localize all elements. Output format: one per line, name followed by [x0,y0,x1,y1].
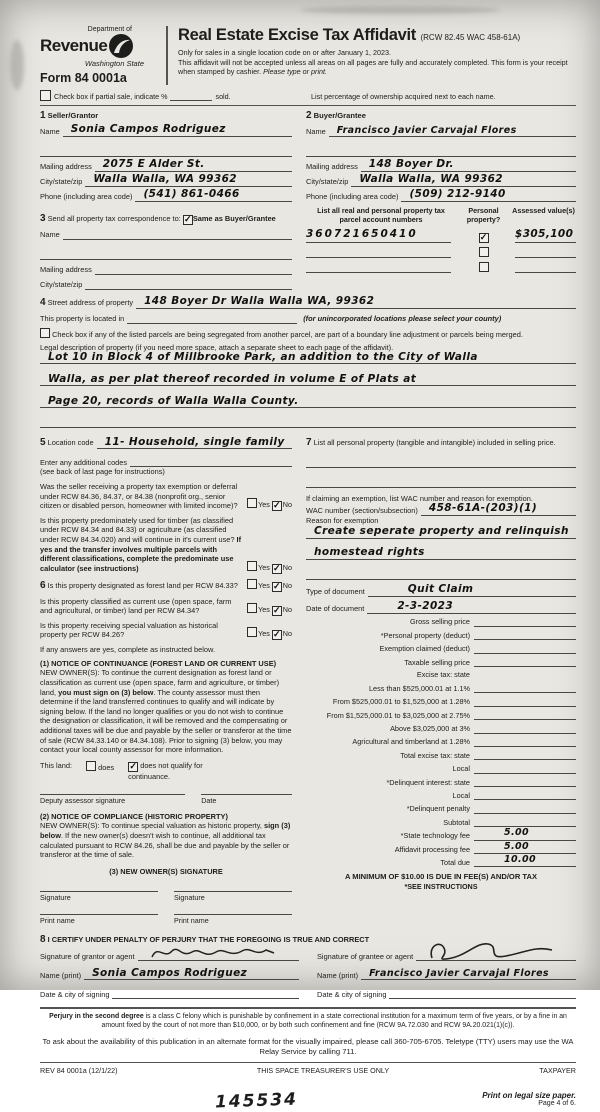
new-owner-signature-field[interactable] [40,891,158,902]
corr-name-label: Name [40,230,60,240]
no-label: No [282,629,292,638]
same-as-buyer-label: Same as Buyer/Grantee [192,214,276,223]
parcel-number-field[interactable] [306,247,451,258]
new-owners-signature-title: (3) NEW OWNER(S) SIGNATURE [109,866,223,876]
seller-mailing-value: 2075 E Alder St. [102,158,205,171]
money-field[interactable] [474,804,576,814]
page-number: Page 4 of 6. [538,1099,576,1107]
county-select-note: (for unincorporated locations please select your county) [303,314,502,324]
historical-yes-checkbox[interactable] [247,627,257,637]
money-value: 5.00 [504,840,530,852]
street-address-value: 148 Boyer Dr Walla Walla WA, 99362 [144,295,375,308]
forest-no-checkbox[interactable]: ✓ [273,580,281,591]
legal-description-line[interactable] [40,394,576,408]
notice-compliance-title: (2) NOTICE OF COMPLIANCE (HISTORIC PROPERTY) [40,811,228,821]
money-label: Local [452,764,470,774]
assessed-value-value: $305,100 [515,228,574,240]
money-label: Subtotal [443,817,470,827]
historical-question: Is this property receiving special valuation as historical property per RCW 84.26? [40,620,218,640]
money-label: Above $3,025,000 at 3% [390,724,470,734]
personal-property-line[interactable] [306,477,576,488]
type-of-document-label: Type of document [306,586,365,596]
new-owner-printname-field[interactable] [40,914,158,925]
partial-sale-percent-field[interactable] [170,90,212,101]
yes-label: Yes [258,580,270,590]
assessed-value-field[interactable] [515,228,576,243]
money-field[interactable] [474,790,576,800]
additional-codes-field[interactable] [130,456,292,467]
grantor-signature-field[interactable] [138,950,300,961]
located-in-label: This property is located in [40,314,125,324]
seller-mailing-field[interactable] [95,158,292,172]
corr-name-field[interactable] [63,229,292,240]
partial-sale-sold-label: sold. [215,92,231,101]
money-field[interactable] [474,630,576,640]
money-label: From $525,000.01 to $1,525,000 at 1.28% [332,697,470,707]
personal-property-line[interactable] [306,457,576,468]
title-block [166,26,576,85]
seller-city-field[interactable] [85,173,292,187]
wac-number-field[interactable] [421,502,576,516]
money-label: *State technology fee [400,831,470,841]
legal-description-line[interactable] [40,372,576,386]
scan-artifact [300,6,500,14]
money-spacer [474,671,576,680]
type-of-document-value: Quit Claim [407,582,474,595]
personal-property-col-header: Personal property? [466,206,501,224]
deputy-assessor-signature-field[interactable] [40,794,185,805]
corr-name2-field[interactable] [40,249,292,260]
street-address-field[interactable] [136,295,576,309]
type-of-document-field[interactable] [368,582,576,597]
seller-phone-field[interactable] [135,188,292,202]
buyer-name-label: Name [306,127,326,137]
does-not-checkbox[interactable]: ✓ [129,760,137,771]
no-label: No [282,604,292,614]
corr-mailing-field[interactable] [95,264,292,275]
money-field[interactable] [474,644,576,654]
logo-block [40,26,166,85]
money-label: *Delinquent penalty [406,804,470,814]
reason-value: Create seperate property and relinquish [314,524,569,537]
grantor-printname-value: Sonia Campos Rodriguez [92,966,248,979]
if-any-yes-note: If any answers are yes, complete as instructed below. [40,645,215,654]
q1-yes-checkbox[interactable] [247,498,257,508]
money-field[interactable] [474,737,576,747]
date-of-document-label: Date of document [306,603,365,613]
money-field[interactable] [474,777,576,787]
currentuse-yes-checkbox[interactable] [247,603,257,613]
ownership-note: List percentage of ownership acquired next to each name. [311,92,496,101]
legal-line-value: Lot 10 in Block 4 of Millbrooke Park, an addition to the City of Walla [48,350,478,363]
deputy-date-label: Date [201,795,217,805]
header-note-2: This affidavit will not be accepted unless all areas on all pages are fully and accurately completed. This form is your receipt when stamped by cashier. Please type or print. [178,57,568,76]
money-field[interactable] [474,697,576,707]
grantee-printname-label: Name (print) [317,970,359,980]
q2-no-checkbox[interactable]: ✓ [273,562,281,573]
reason-line[interactable] [306,524,576,539]
no-label: No [282,562,292,572]
see-instructions-note: *SEE INSTRUCTIONS [404,882,478,892]
assessed-value-col-header: Assessed value(s) [512,206,575,215]
grantee-signature-label: Signature of grantee or agent [317,951,414,961]
section4-heading: 4 Street address of property [40,297,134,308]
form-header [40,26,576,85]
money-label: From $1,525,000.01 to $3,025,000 at 2.75% [326,710,470,720]
seller-city-label: City/state/zip [40,177,83,187]
grantee-printname-field[interactable] [361,969,576,980]
money-field[interactable] [474,683,576,693]
money-label: Exemption claimed (deduct) [379,644,470,654]
timber-agriculture-question: Is this property predominately used for timber (as classified under RCW 84.34 and 84.33) or agriculture (as classified under RCW 84.34.020) and will continue in it's current use? If yes and the transfer involves multiple parcels with different classifications, complete the predominate use calculator (see instructions) [40,515,242,573]
revenue-wordmark: Revenue [40,36,108,55]
print-name-label: Print name [40,915,75,925]
parcel-number-value: 360721650410 [306,228,418,240]
money-label: *Personal property (deduct) [380,630,470,640]
scan-artifact [10,40,24,90]
grantor-datecity-label: Date & city of signing [40,989,110,999]
additional-codes-label: Enter any additional codes [40,457,128,467]
forest-yes-checkbox[interactable] [247,579,257,589]
money-field[interactable] [474,840,576,854]
legal-line-value: Walla, as per plat thereof recorded in volume E of Plats at [48,372,417,385]
same-as-buyer-checkbox[interactable]: ✓ [184,214,192,224]
assessed-value-field[interactable] [515,247,576,258]
divider [40,1062,576,1063]
treasurer-stamp-number: 145534 [214,1089,299,1112]
notice-continuance-text: NEW OWNER(S): To continue the current designation as forest land or classification as current use (open space, farm and agriculture, or timber) land, you must sign on (3) below. The county assessor must then determine if the land transferred continues to qualify and will indicate by signing below. If the land no longer qualifies or you do not wish to continue the designation or classification, it will be removed and the compensating or additional taxes will be due and payable by the seller or transferor at the time of sale (RCW 84.33.140 or 84.34.108). Prior to signing (3) below, you may contact your local county assessor for more information. [40,668,292,755]
money-field[interactable] [474,827,576,841]
money-label: Excise tax: state [416,670,470,680]
partial-sale-label: Check box if partial sale, indicate % [54,92,168,101]
buyer-city-field[interactable] [351,173,576,187]
buyer-mailing-label: Mailing address [306,162,358,172]
legal-description-line[interactable] [40,350,576,364]
buyer-mailing-field[interactable] [361,158,576,172]
money-field[interactable] [474,750,576,760]
grantor-signature-label: Signature of grantor or agent [40,951,135,961]
grantee-signature-ink [426,938,556,964]
wac-number-label: WAC number (section/subsection) [306,506,418,516]
parcel-number-field[interactable] [306,262,451,273]
money-field[interactable] [474,617,576,627]
exemption-deferral-question: Was the seller receiving a property tax exemption or deferral under RCW 84.36, 84.37, or 84.38 (nonprofit org., senior citizen or disabled person, homeowner with limited income)? [40,481,238,511]
q1-no-checkbox[interactable]: ✓ [273,499,281,510]
reason-line[interactable] [306,569,576,580]
no-label: No [282,499,292,509]
dor-logo-icon [108,33,134,59]
currentuse-no-checkbox[interactable]: ✓ [273,604,281,615]
section7-heading: 7 List all personal property (tangible and intangible) included in selling price. [306,437,556,449]
date-of-document-field[interactable] [367,599,576,614]
money-label: Taxable selling price [404,657,470,667]
yes-label: Yes [258,629,270,638]
parcel-table [306,206,576,273]
section1-heading: 1 Seller/Grantor [40,110,99,121]
perjury-note: Perjury in the second degree is a class C felony which is punishable by confinement in a state correctional institution for a maximum term of five years, or by a fine in an amount fixed by the court of not more than $10,000, or by both such confinement and fine (RCW 9A.72.030 and RCW 9A.20.021(1)(c)). [49,1013,567,1030]
print-name-label: Print name [174,915,209,925]
money-label: Total excise tax: state [400,750,470,760]
notice-compliance-text: NEW OWNER(S): To continue special valuation as historic property, sign (3) below. If the new owner(s) doesn't wish to continue, all additional tax calculated pursuant to RCW 84.26, shall be due and payable by the seller or transferor at the time of sale. [40,821,291,860]
date-of-document-value: 2-3-2023 [397,599,454,612]
no-label: No [282,580,292,590]
section5-heading: 5 Location code [40,437,94,449]
money-label: Gross selling price [409,617,470,627]
buyer-name-value: Francisco Javier Carvajal Flores [336,124,517,136]
money-label: Agricultural and timberland at 1.28% [352,737,470,747]
reason-line[interactable] [306,545,576,560]
seller-phone-label: Phone (including area code) [40,192,133,202]
assessed-value-field[interactable] [515,262,576,273]
does-label: does [98,762,115,772]
money-field[interactable] [474,817,576,827]
section3-heading: 3 Send all property tax correspondence to: ✓Same as Buyer/Grantee [40,213,276,224]
historical-no-checkbox[interactable]: ✓ [273,629,281,639]
rev-number: REV 84 0001a (12/1/22) [40,1065,118,1075]
does-not-label: does not qualify for continuance. [128,760,203,781]
signature-label: Signature [174,892,205,902]
legal-description-label: Legal description of property (if you need more space, attach a separate sheet to each page of the affidavit). [40,342,394,352]
money-label: Local [452,790,470,800]
seller-city-value: Walla Walla, WA 99362 [93,173,238,186]
exemption-note: If claiming an exemption, list WAC number and reason for exemption. [306,494,533,504]
money-label: Less than $525,000.01 at 1.1% [368,683,470,693]
personal-property-checkbox[interactable] [479,247,489,257]
section2-heading: 2 Buyer/Grantee [306,110,366,121]
buyer-city-label: City/state/zip [306,177,349,187]
buyer-phone-value: (509) 212-9140 [409,188,506,201]
segregated-note: Check box if any of the listed parcels are being segregated from another parcel, are part of a boundary line adjustment or parcels being merged. [52,330,523,339]
section8-heading: 8 I CERTIFY UNDER PENALTY OF PERJURY THAT THE FOREGOING IS TRUE AND CORRECT [40,934,370,946]
grantee-printname-value: Francisco Javier Carvajal Flores [369,967,549,979]
divider [40,105,576,106]
form-title-rcw: (RCW 82.45 WAC 458-61A) [420,33,521,42]
money-label: Affidavit processing fee [394,844,470,854]
seller-name2-field[interactable] [40,146,292,157]
deputy-assessor-label: Deputy assessor signature [40,795,126,805]
buyer-phone-label: Phone (including area code) [306,192,399,202]
parcel-row [306,228,576,243]
legal-description-line[interactable] [40,417,576,428]
wac-number-value: 458-61A-(203)(1) [428,502,538,515]
partial-sale-checkbox[interactable] [40,90,51,101]
yes-label: Yes [258,562,270,572]
does-checkbox[interactable] [86,761,96,771]
buyer-phone-field[interactable] [401,188,576,202]
money-field[interactable] [474,657,576,667]
grantor-printname-label: Name (print) [40,970,82,980]
seller-name-value: Sonia Campos Rodriguez [70,123,226,136]
parcel-row [306,262,576,273]
grantee-signature-field[interactable] [416,950,576,961]
yes-label: Yes [258,499,270,509]
money-value: 5.00 [504,827,530,839]
form-number: Form 84 0001a [40,71,127,85]
money-label: Total due [440,857,470,867]
notice-continuance-title: (1) NOTICE OF CONTINUANCE (FOREST LAND OR CURRENT USE) [40,658,277,668]
new-owner-printname-field[interactable] [174,914,292,925]
treasurer-use-label: THIS SPACE TREASURER'S USE ONLY [256,1065,390,1075]
see-back-note: (see back of last page for instructions) [40,467,165,477]
corr-city-label: City/state/zip [40,280,83,290]
located-in-field[interactable] [127,313,297,324]
buyer-mailing-value: 148 Boyer Dr. [368,158,454,171]
grantor-signature-ink [148,942,278,962]
print-legal-note: Print on legal size paper. [482,1090,576,1100]
grantee-datecity-field[interactable] [389,988,576,999]
header-note-1: Only for sales in a single location code on or after January 1, 2023. [178,48,391,57]
yes-label: Yes [258,604,270,614]
money-field[interactable] [474,724,576,734]
location-code-value: 11- Household, single family [104,435,285,448]
alt-format-note: To ask about the availability of this publication in an alternate format for the visually impaired, please call 360-705-6705. Teletype (TTY) users may use the WA Relay Service by calling 711. [42,1037,574,1057]
money-field[interactable] [474,854,576,867]
buyer-name-field[interactable] [329,126,576,137]
form-title: Real Estate Excise Tax Affidavit [178,26,417,44]
this-land-label: This land: [40,760,73,770]
seller-phone-value: (541) 861-0466 [143,188,240,201]
washington-state-label: Washington State [84,59,144,68]
parcel-col-header: List all real and personal property tax parcel account numbers [317,206,445,224]
personal-property-checkbox[interactable] [479,262,489,272]
parcel-number-field[interactable] [306,228,451,243]
signature-label: Signature [40,892,71,902]
buyer-city-value: Walla Walla, WA 99362 [359,173,504,186]
forest-land-question: 6 Is this property designated as forest land per RCW 84.33? [40,579,238,591]
corr-city-field[interactable] [85,279,292,290]
q2-yes-checkbox[interactable] [247,561,257,571]
reason-exemption-label: Reason for exemption [306,515,379,525]
divider [40,1007,576,1009]
dept-of-label: Department of [87,26,132,33]
money-field[interactable] [474,764,576,774]
seller-name-label: Name [40,127,60,137]
grantee-datecity-label: Date & city of signing [317,989,387,999]
new-owner-signature-field[interactable] [174,891,292,902]
taxpayer-label: TAXPAYER [539,1065,576,1075]
grantor-printname-field[interactable] [84,966,299,980]
current-use-question: Is this property classified as current use (open space, farm and agricultural, or timber) land per RCW 84.34? [40,596,232,616]
personal-property-checkbox[interactable]: ✓ [479,231,488,242]
seller-mailing-label: Mailing address [40,162,92,172]
segregated-checkbox[interactable] [40,328,50,338]
money-field[interactable] [474,710,576,720]
deputy-date-field[interactable] [201,794,292,805]
location-code-field[interactable] [97,435,292,449]
seller-name-field[interactable] [63,123,292,137]
parcel-row [306,247,576,258]
buyer-name2-field[interactable] [306,146,576,157]
minimum-due-note: A MINIMUM OF $10.00 IS DUE IN FEE(S) AND/OR TAX [344,872,538,882]
type-or-print-note: Please type or print. [263,67,328,76]
grantor-datecity-field[interactable] [112,988,299,999]
corr-mailing-label: Mailing address [40,265,92,275]
reason-value: homestead rights [314,545,425,558]
legal-line-value: Page 20, records of Walla Walla County. [48,394,299,407]
money-label: *Delinquent interest: state [386,777,470,787]
money-value: 10.00 [504,854,537,866]
